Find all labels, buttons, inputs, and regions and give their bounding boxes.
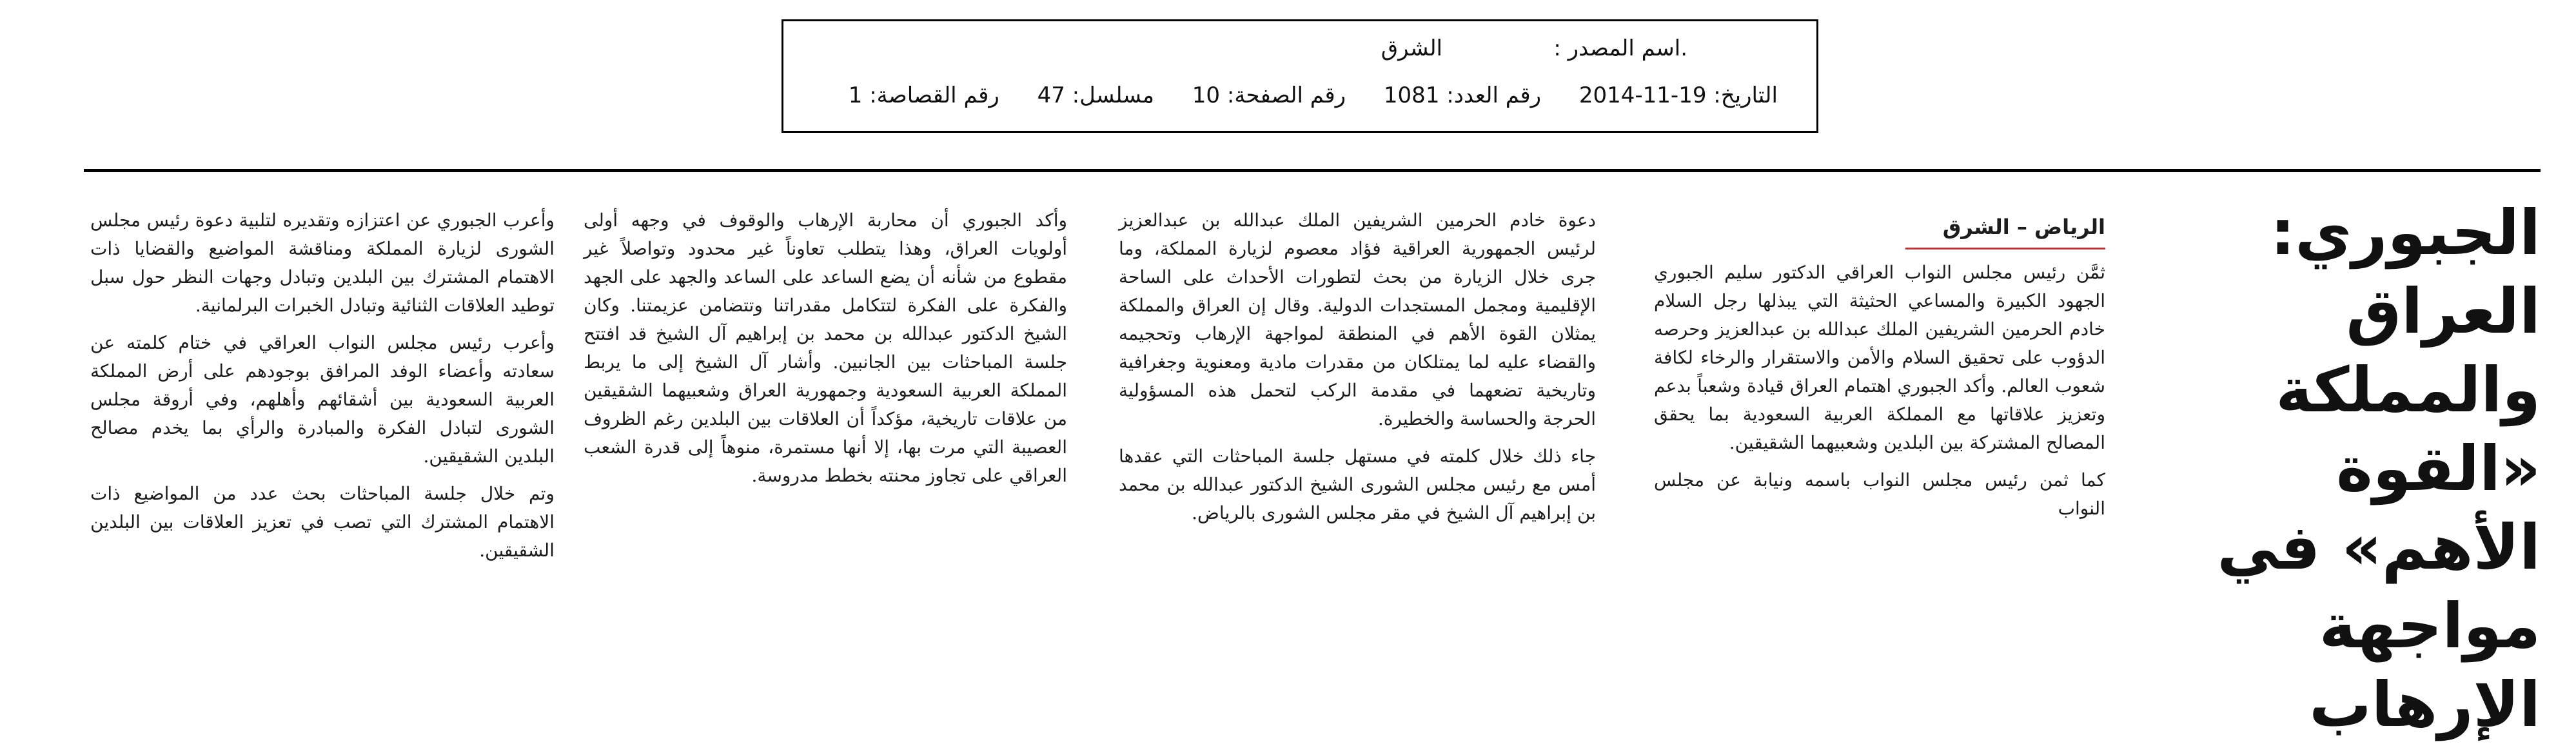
paragraph: دعوة خادم الحرمين الشريفين الملك عبدالله بن عبدالعزيز لرئيس الجمهورية العراقية فؤاد معصوم لزيارة المملكة، وما جرى خلال الزيارة من بحث لتطورات الأحداث على الساحة الإقليمية ومجمل المستجدات الدولية. وقال إن العراق والمملكة يمثلان القوة الأهم في المنطقة لمواجهة الإرهاب وتحجيمه والقضاء عليه لما يمتلكان من مقدرات مادية ومعنوية وجغرافية وتاريخية تضعهما في مقدمة الركب لتحمل هذه المسؤولية الحرجة والحساسة والخطيرة. xyxy=(1119,210,1596,429)
serial-number: مسلسل: 47 xyxy=(1037,83,1154,108)
clip-number: رقم القصاصة: 1 xyxy=(848,83,999,108)
page-number: رقم الصفحة: 10 xyxy=(1192,83,1346,108)
article-headline: الجبوري: العراق والمملكة «القوة الأهم» في مواجهة الإرهاب xyxy=(2217,197,2541,741)
article-column-3 xyxy=(584,206,1067,606)
paragraph: وأكد الجبوري أن محاربة الإرهاب والوقوف في وجهه أولى أولويات العراق، وهذا يتطلب تعاوناً غير محدود وتواصلاً غير مقطوع من شأنه أن يضع الساعد على الساعد والجهد على الجهد والفكرة على الفكرة لتتكامل مقدراتنا وتتضامن عزيمتنا. وكان الشيخ الدكتور عبدالله بن محمد بن إبراهيم آل الشيخ قد افتتح جلسة المباحثات بين الجانبين. وأشار آل الشيخ إلى ما يربط المملكة العربية السعودية وجمهورية العراق وشعبيهما الشقيقين من علاقات تاريخية، مؤكداً أن العلاقات بين البلدين رغم الظروف العصيبة التي مرت بها، إلا أنها مستمرة، منوهاً إلى قدرة الشعب العراقي على تجاوز محنته بخطط مدروسة. xyxy=(584,210,1068,486)
source-value: الشرق xyxy=(1381,35,1442,61)
dateline: الرياض – الشرق xyxy=(1905,213,2105,250)
paragraph: ثمَّن رئيس مجلس النواب العراقي الدكتور سليم الجبوري الجهود الكبيرة والمساعي الحثيثة التي يبذلها رجل السلام خادم الحرمين الشريفين الملك عبدالله بن عبدالعزيز وحرصه الدؤوب على تحقيق السلام والأمن والاستقرار والرخاء لكافة شعوب العالم. وأكد الجبوري اهتمام العراق قيادة وشعباً بدعم وتعزيز علاقاتها مع المملكة العربية السعودية بما يحقق المصالح المشتركة بين البلدين وشعبيهما الشقيقين. xyxy=(1654,262,2105,453)
paragraph: جاء ذلك خلال كلمته في مستهل جلسة المباحثات التي عقدها أمس مع رئيس مجلس الشورى الشيخ الدكتور عبدالله بن محمد بن إبراهيم آل الشيخ في مقر مجلس الشورى بالرياض. xyxy=(1119,445,1596,524)
publication-details-row xyxy=(809,83,1778,115)
paragraph: وأعرب الجبوري عن اعتزازه وتقديره لتلبية دعوة رئيس مجلس الشورى لزيارة المملكة ومناقشة المواضيع والقضايا ذات الاهتمام المشترك بين البلدين وتبادل وجهات النظر حول سبل توطيد العلاقات الثنائية وتبادل الخبرات البرلمانية. xyxy=(90,210,555,316)
issue-number: رقم العدد: 1081 xyxy=(1383,83,1542,108)
paragraph: وتم خلال جلسة المباحثات بحث عدد من المواضيع ذات الاهتمام المشترك التي تصب في تعزيز العلاقات بين البلدين الشقيقين. xyxy=(90,483,555,561)
source-label: .اسم المصدر : xyxy=(1553,35,1687,61)
source-row xyxy=(809,35,1687,68)
source-info-box xyxy=(782,19,1818,133)
paragraph: وأعرب رئيس مجلس النواب العراقي في ختام كلمته عن سعادته وأعضاء الوفد المرافق بوجودهم على أرض المملكة العربية السعودية بين أشقائهم وأهلهم، وفي أروقة مجلس الشورى لتبادل الفكرة والمبادرة والرأي بما يخدم مصالح البلدين الشقيقين. xyxy=(90,332,555,467)
paragraph: كما ثمن رئيس مجلس النواب باسمه ونيابة عن مجلس النواب xyxy=(1654,469,2105,519)
article-column-4 xyxy=(90,206,555,606)
header-divider xyxy=(84,169,2541,172)
date-field: التاريخ: 19-11-2014 xyxy=(1578,83,1778,108)
article-column-1 xyxy=(1654,193,2105,593)
article-column-2 xyxy=(1119,206,1596,606)
